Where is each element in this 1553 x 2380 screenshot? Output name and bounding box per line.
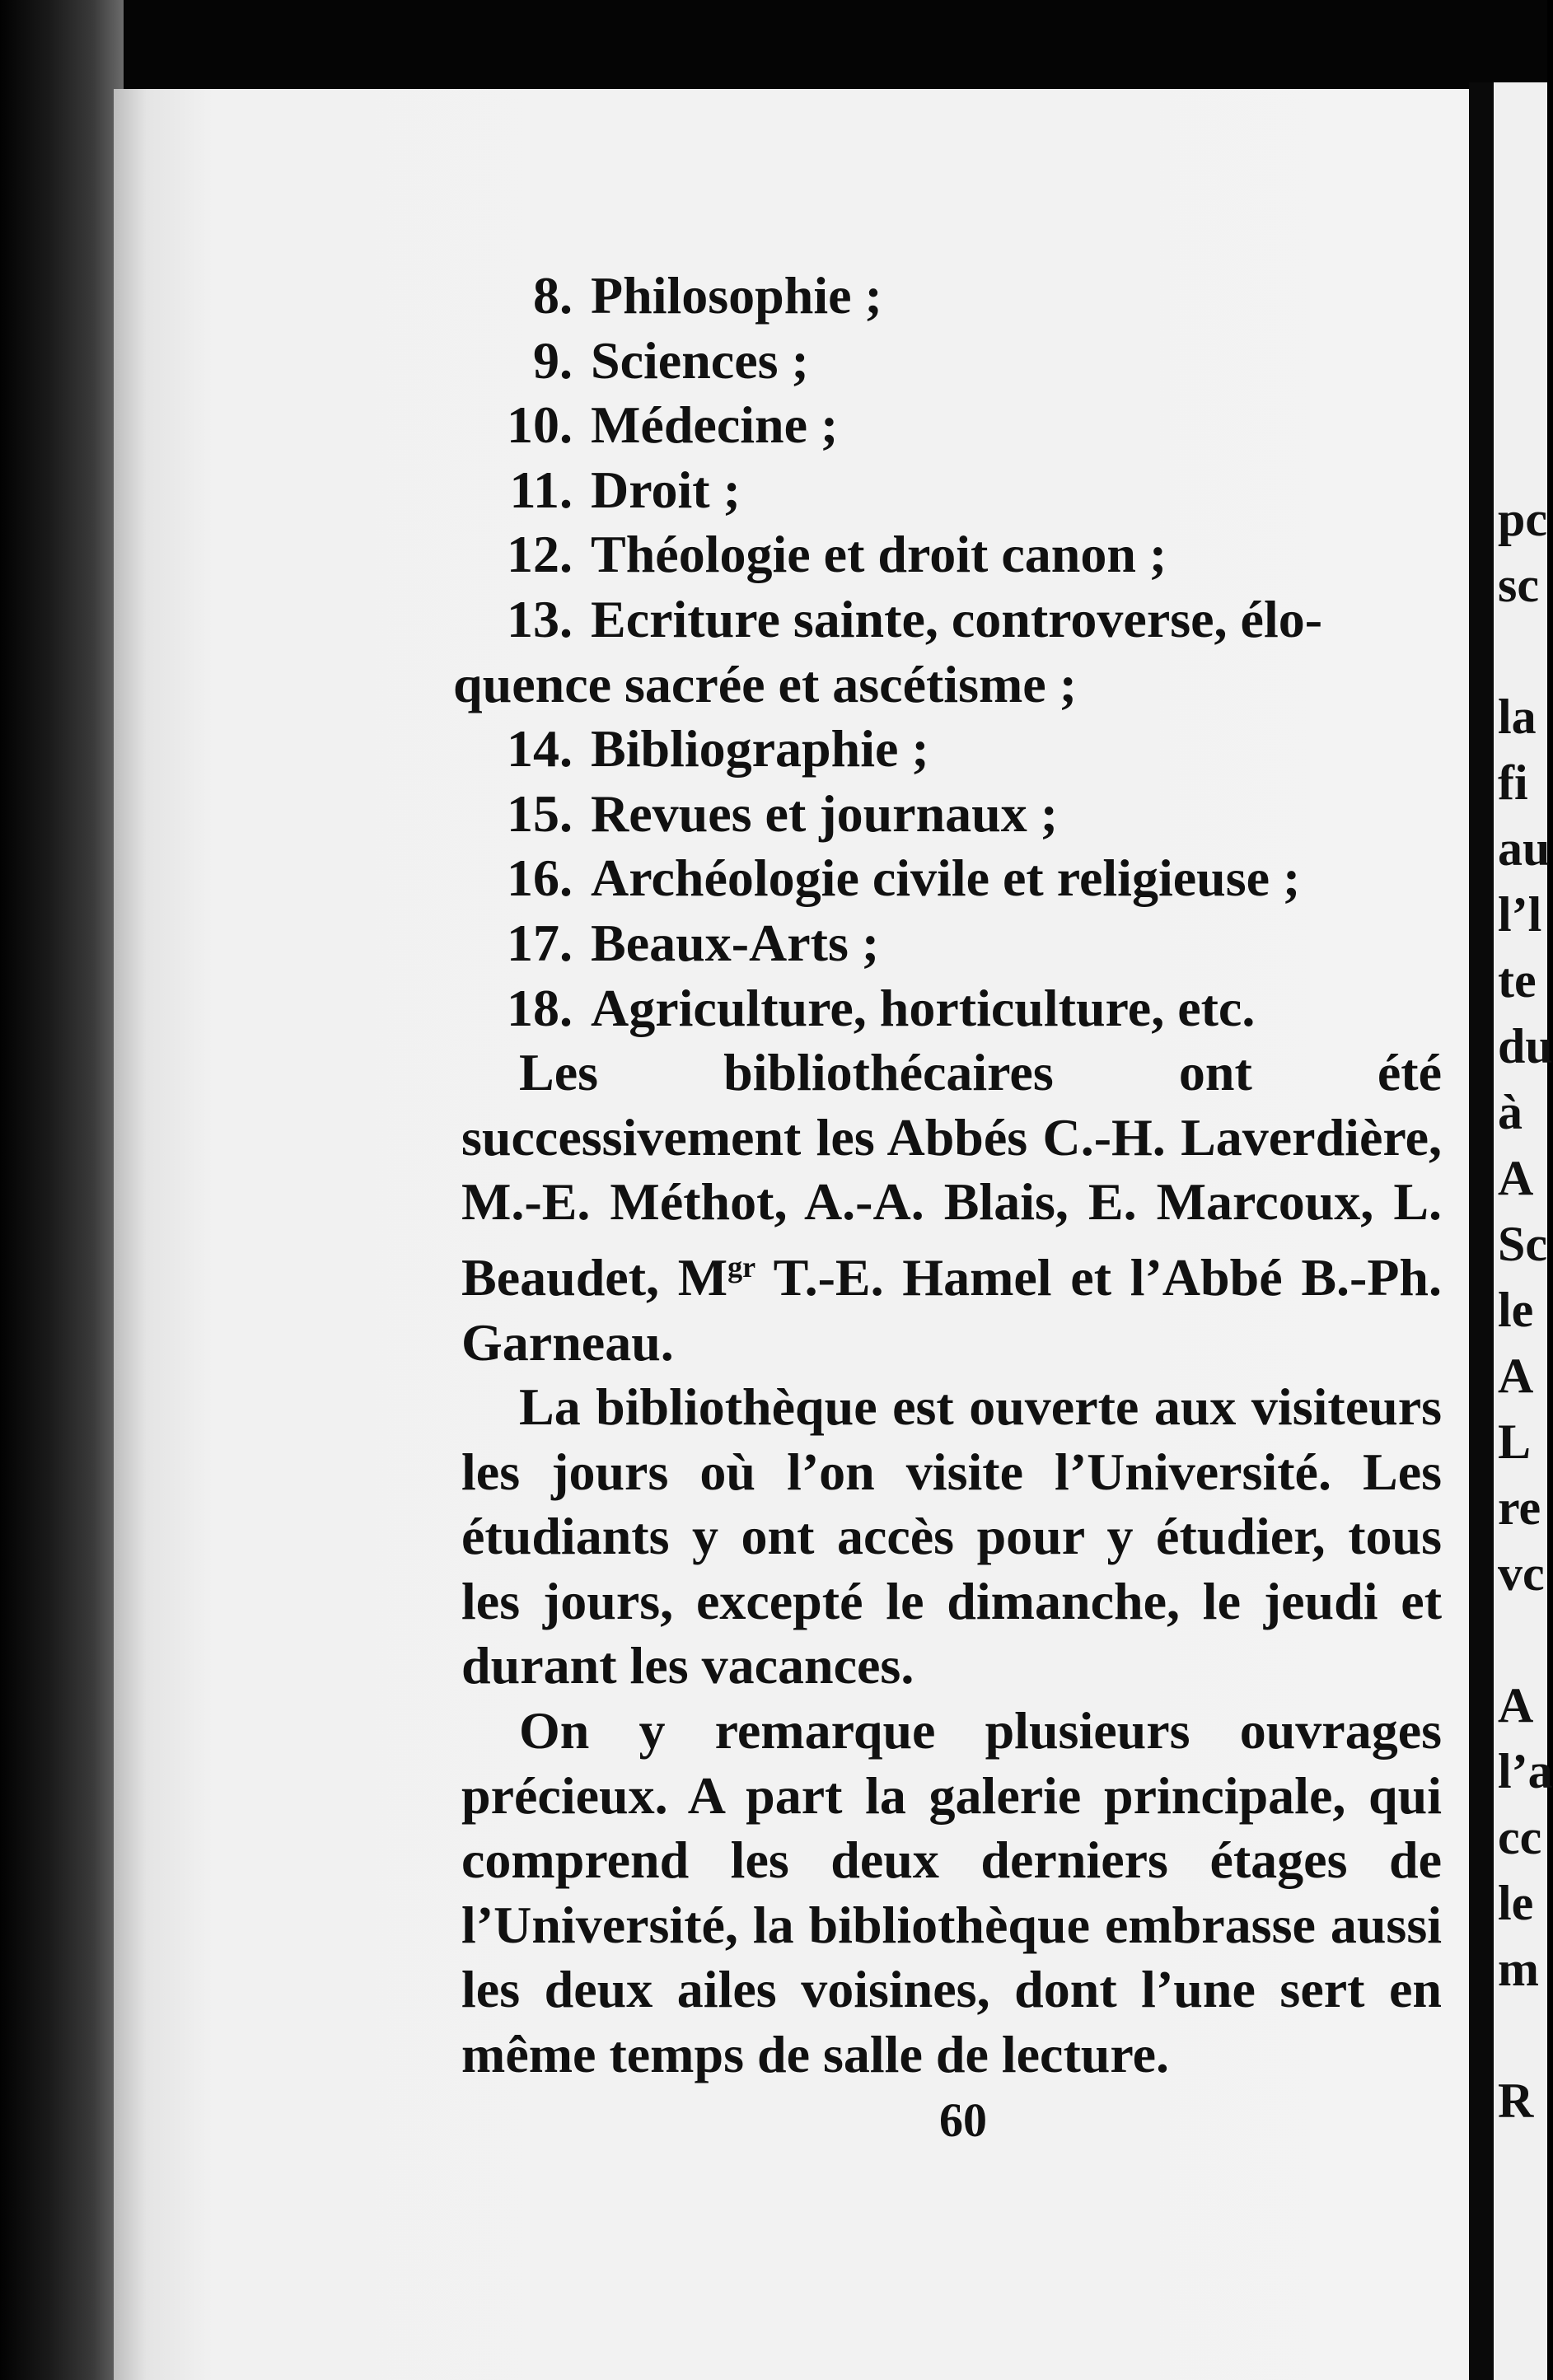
- paragraph-text: T.-E. Hamel et l’Abbé B.-Ph. Garneau.: [461, 1247, 1443, 1372]
- toc-item: [461, 458, 1442, 523]
- toc-text: Ecriture sainte, controverse, élo-: [591, 589, 1323, 648]
- toc-number: 16.: [507, 849, 573, 908]
- toc-item: [461, 329, 1442, 394]
- right-page-fragment: A: [1498, 1151, 1534, 1205]
- toc-item: [461, 717, 1442, 782]
- right-page-fragment: Sc: [1498, 1217, 1547, 1271]
- toc-list: [453, 264, 1442, 1040]
- toc-number: 12.: [507, 525, 573, 584]
- toc-number: 9.: [533, 330, 573, 390]
- page-text: [453, 264, 1443, 2088]
- toc-text: Droit ;: [591, 460, 741, 519]
- book-binding-edge: [0, 0, 124, 2380]
- toc-text: Philosophie ;: [591, 266, 882, 325]
- right-page-fragment: vc: [1498, 1546, 1545, 1601]
- toc-text: Archéologie civile et religieuse ;: [591, 849, 1301, 908]
- paragraph-librarians: [461, 1040, 1442, 1375]
- toc-text: Sciences ;: [591, 330, 809, 390]
- toc-number: 8.: [533, 266, 573, 325]
- toc-text: quence sacrée et ascétisme ;: [453, 654, 1077, 713]
- right-page-fragment: le: [1498, 1876, 1534, 1930]
- paragraph-collections: On y remarque plusieurs ouvrages précieux. A part la galerie principale, qui comprend les deux derniers étages de l’Université, la bibliothèque embrasse aussi les deux ailes voisines, dont l’une sert en même temps de salle de lecture.: [461, 1701, 1442, 2084]
- right-page-fragment: te: [1498, 953, 1537, 1008]
- right-page-fragment: l’l: [1498, 887, 1542, 942]
- right-page-fragment: [1498, 2002, 1547, 2068]
- toc-number: 11.: [509, 460, 573, 519]
- right-page-fragment: la: [1498, 690, 1537, 744]
- paragraph-opening-hours: La bibliothèque est ouverte aux visiteurs les jours où l’on visite l’Université. Les étudiants y ont accès pour y étudier, tous les jours, excepté le dimanche, le jeudi et durant les vacances.: [461, 1377, 1442, 1695]
- right-page-fragment: re: [1498, 1480, 1541, 1535]
- right-page-text-fragments: [1498, 486, 1553, 2134]
- toc-text: Agriculture, horticulture, etc.: [591, 978, 1256, 1037]
- right-page-fragment: R: [1498, 2074, 1534, 2128]
- right-page-fragment: fi: [1498, 755, 1528, 810]
- page-number: 60: [939, 2093, 987, 2147]
- right-page-fragment: cc: [1498, 1810, 1542, 1864]
- right-page-fragment: A: [1498, 1349, 1534, 1403]
- right-page-fragment: du: [1498, 1019, 1553, 1073]
- right-page-fragment: à: [1498, 1085, 1523, 1139]
- toc-number: 14.: [507, 719, 573, 779]
- right-page-fragment: A: [1498, 1678, 1534, 1732]
- right-page-fragment: [1498, 1606, 1547, 1672]
- right-page-fragment: sc: [1498, 558, 1539, 612]
- toc-item: [461, 911, 1442, 976]
- toc-number: 13.: [507, 589, 573, 648]
- toc-number: 15.: [507, 783, 573, 843]
- toc-text: Bibliographie ;: [591, 719, 929, 779]
- toc-item: [461, 522, 1442, 587]
- toc-item-continuation: [453, 652, 1442, 718]
- toc-number: 10.: [507, 395, 573, 455]
- toc-item: [461, 264, 1442, 329]
- right-page-fragment: L: [1498, 1414, 1532, 1469]
- toc-number: 17.: [507, 913, 573, 972]
- toc-item: [461, 846, 1442, 911]
- toc-text: Revues et journaux ;: [591, 783, 1059, 843]
- paragraph-text: Les bibliothécaires ont été successivement les Abbés C.-H. Laverdière, M.-E. Méthot, A.-A. Blais, E. Marcoux, L. Beaudet, M: [461, 1043, 1442, 1307]
- right-page-fragment: pc: [1498, 492, 1547, 546]
- toc-text: Beaux-Arts ;: [591, 913, 880, 972]
- superscript: gr: [727, 1250, 756, 1284]
- toc-text: Médecine ;: [591, 395, 839, 455]
- page-gutter: [1469, 82, 1494, 2380]
- right-page-fragment: m: [1498, 1942, 1539, 1996]
- right-page-fragment: l’a: [1498, 1744, 1553, 1798]
- right-page-fragment: au: [1498, 821, 1551, 876]
- toc-item: [461, 782, 1442, 847]
- toc-item: [461, 393, 1442, 458]
- toc-item: [461, 587, 1442, 652]
- toc-item: [461, 976, 1442, 1041]
- toc-text: Théologie et droit canon ;: [591, 525, 1167, 584]
- toc-number: 18.: [507, 978, 573, 1037]
- right-page-fragment: le: [1498, 1283, 1534, 1337]
- right-page-fragment: [1498, 618, 1547, 684]
